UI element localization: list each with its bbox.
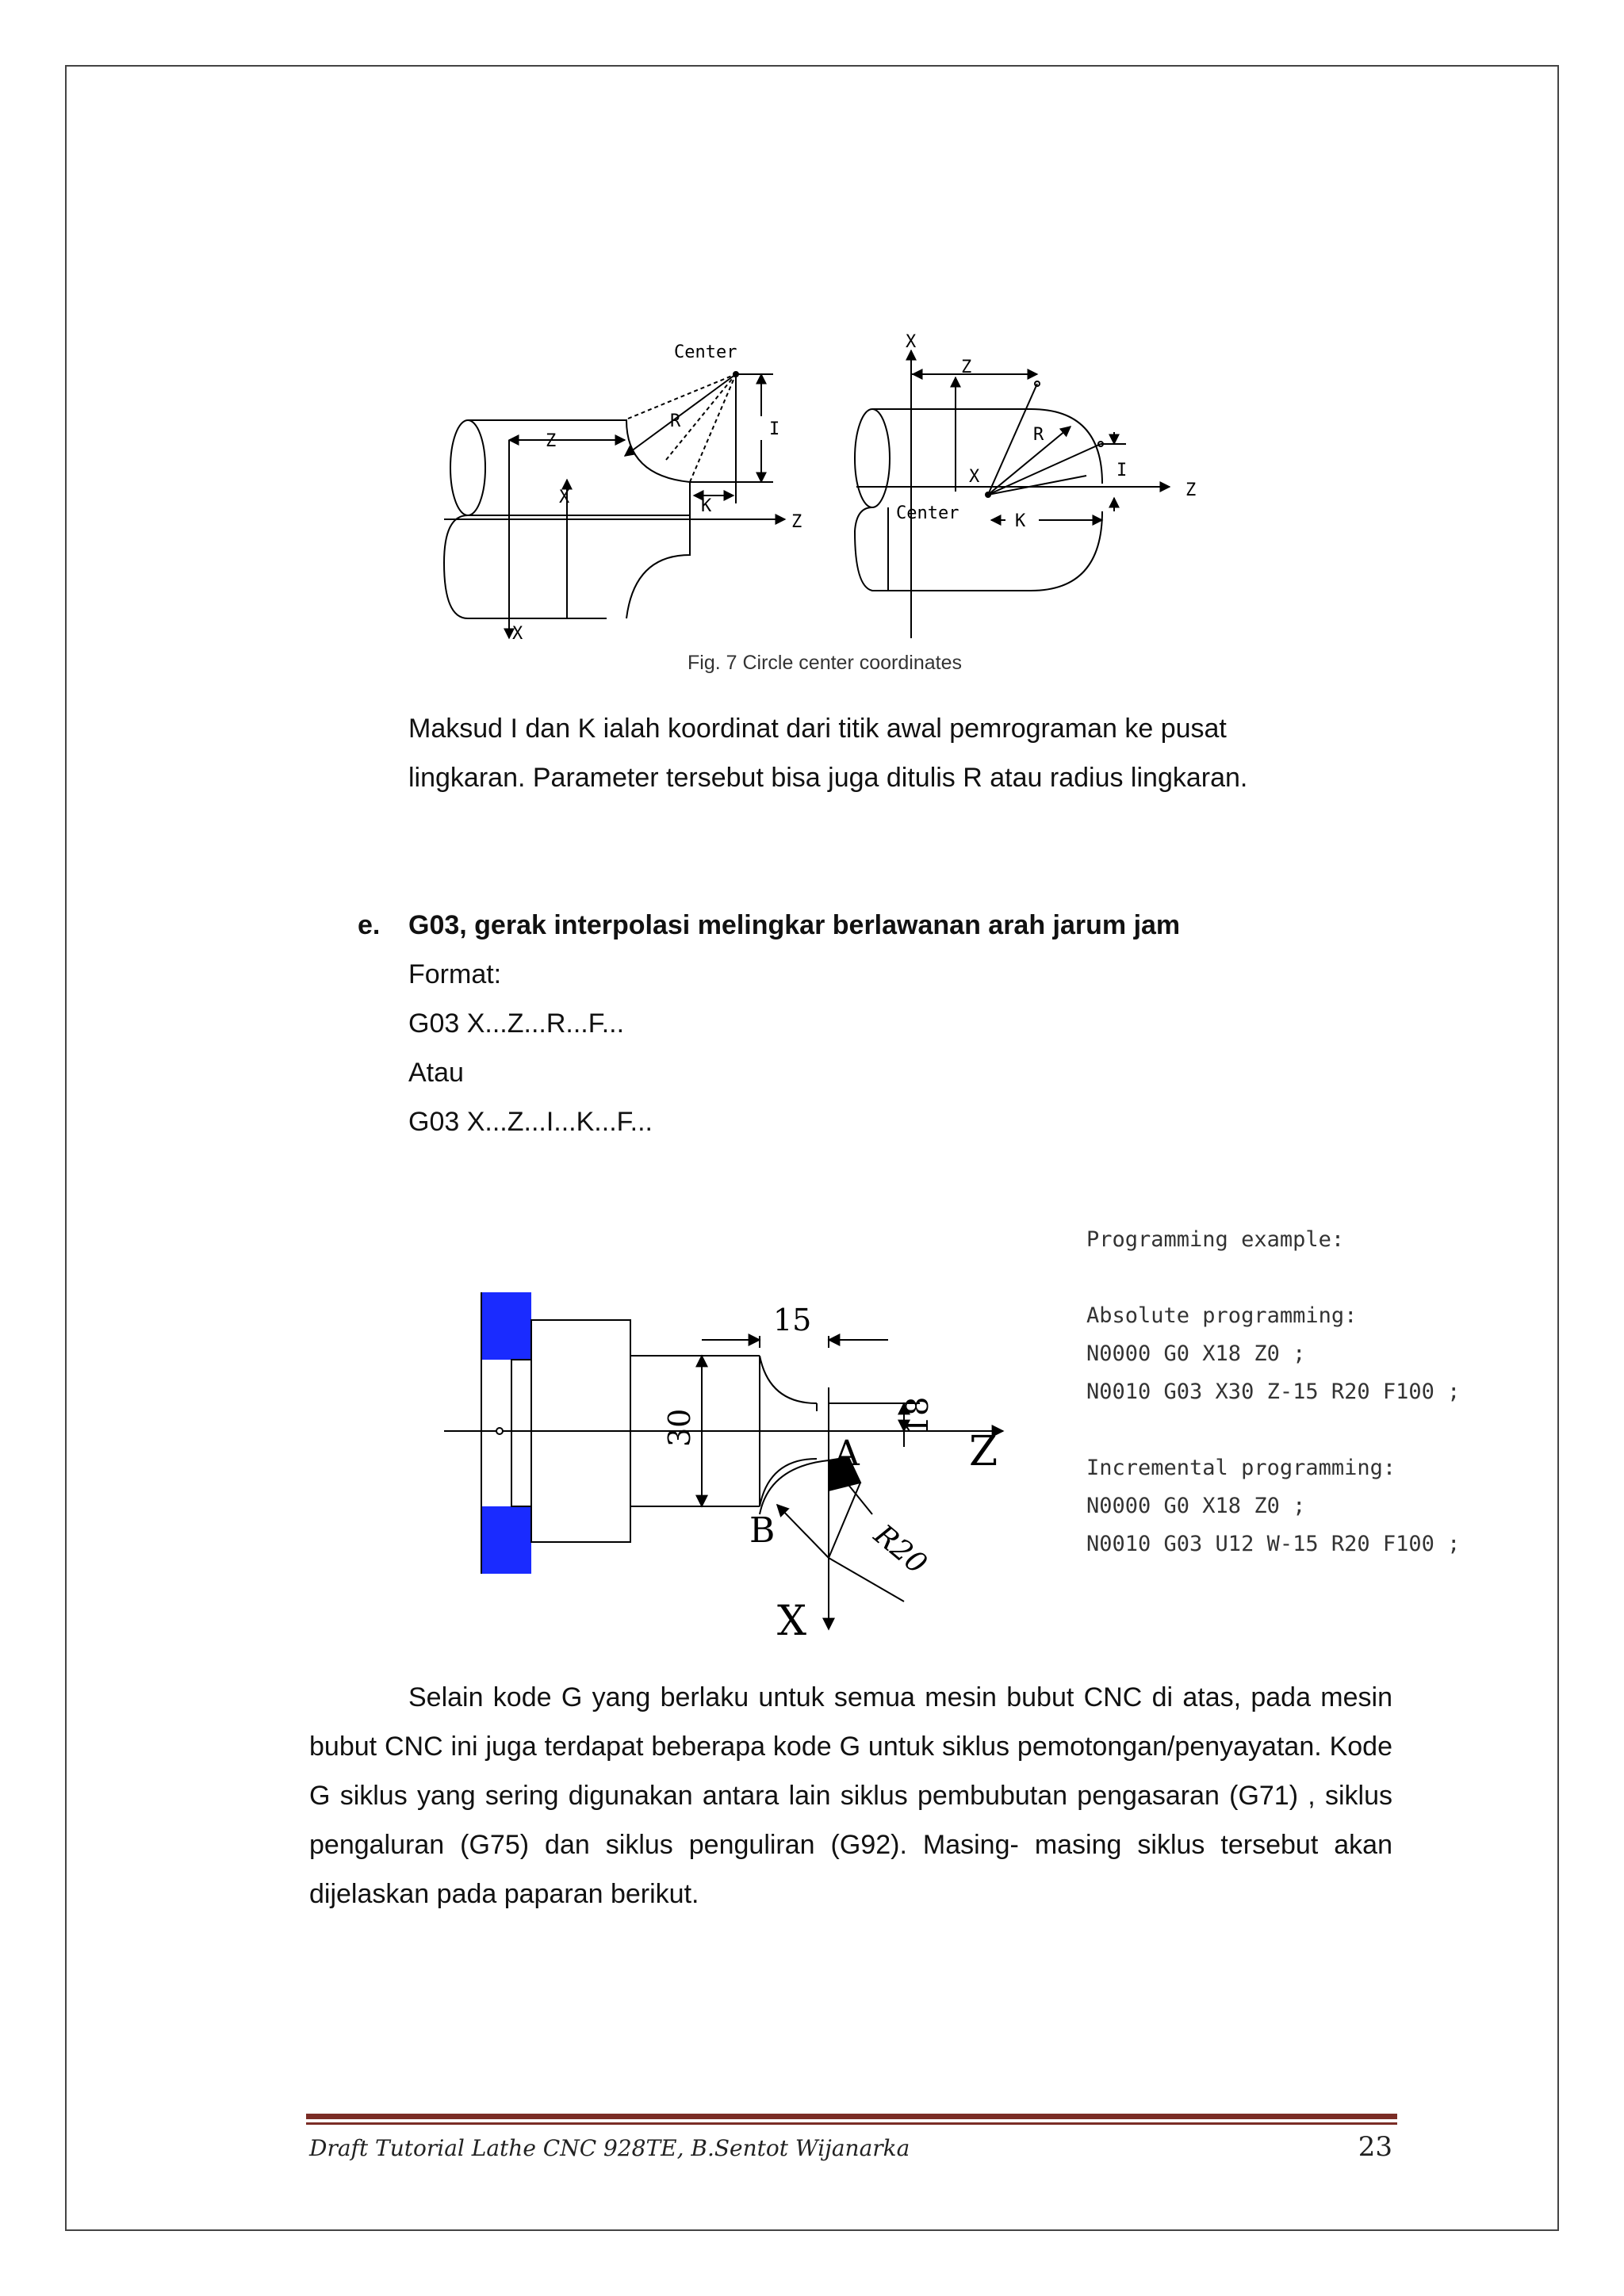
section-g03 bbox=[358, 901, 1180, 1146]
paragraph-cycles bbox=[309, 1673, 1392, 1919]
point-b-label: B bbox=[749, 1510, 776, 1551]
g03-example-figure bbox=[428, 1253, 1015, 1649]
absolute-title: Absolute programming: bbox=[1086, 1303, 1358, 1328]
fig1-x-axis-label: X bbox=[512, 624, 523, 644]
x-axis-label: X bbox=[777, 1598, 807, 1645]
code-spacer bbox=[1086, 1259, 1460, 1297]
or-label: Atau bbox=[408, 1058, 464, 1088]
dim-30-label: 30 bbox=[662, 1408, 697, 1447]
chuck-jaw-bottom bbox=[481, 1506, 531, 1574]
dim-18-label: 18 bbox=[900, 1396, 935, 1435]
list-marker: e. bbox=[358, 910, 381, 940]
fig1-z-label: Z bbox=[546, 431, 557, 451]
code-spacer bbox=[1086, 1411, 1460, 1449]
z-axis-label: Z bbox=[969, 1428, 998, 1475]
paragraph-text: Selain kode G yang berlaku untuk semua mesin bubut CNC di atas, pada mesin bubut CNC ini juga terdapat beberapa kode G untuk siklus pemotongan/penyayatan. Kode G siklus yang sering digunakan antara lain siklus pembubutan pengasaran (G71) , siklus pengaluran (G75) dan siklus penguliran (G92). Masing- masing siklus tersebut akan dijelaskan pada paparan berikut. bbox=[309, 1682, 1392, 1909]
format-label: Format: bbox=[408, 959, 502, 989]
fig1r-r-label: R bbox=[1033, 425, 1044, 445]
fig1r-k-label: K bbox=[1015, 511, 1026, 531]
fig1-i-label: I bbox=[769, 419, 780, 439]
fig1-center-label: Center bbox=[674, 342, 737, 362]
radius-label: R20 bbox=[868, 1518, 933, 1581]
fig1-x-label: X bbox=[559, 488, 570, 507]
fig1-z-axis-label: Z bbox=[791, 512, 802, 532]
programming-example bbox=[1086, 1221, 1460, 1563]
fig1r-z-axis-label: Z bbox=[1185, 480, 1197, 500]
chuck-jaw-top bbox=[481, 1292, 531, 1360]
point-a-label: A bbox=[834, 1433, 860, 1474]
g03-example-diagram bbox=[428, 1253, 1015, 1649]
fig1r-center-label: Center bbox=[896, 503, 959, 523]
paragraph-line: Maksud I dan K ialah koordinat dari titik awal pemrograman ke pusat bbox=[408, 714, 1227, 744]
code-line: N0000 G0 X18 Z0 ; bbox=[1086, 1494, 1306, 1518]
footer-rule bbox=[306, 2114, 1397, 2119]
paragraph-line: lingkaran. Parameter tersebut bisa juga ditulis R atau radius lingkaran. bbox=[408, 763, 1248, 793]
code-title: Programming example: bbox=[1086, 1227, 1345, 1252]
format-line-1: G03 X...Z...R...F... bbox=[408, 1008, 625, 1039]
code-line: N0010 G03 X30 Z-15 R20 F100 ; bbox=[1086, 1380, 1461, 1404]
figure-caption: Fig. 7 Circle center coordinates bbox=[688, 652, 962, 674]
circle-center-figure bbox=[428, 333, 1221, 690]
fig1-k-label: K bbox=[701, 496, 712, 516]
fig1r-x-axis-label: X bbox=[906, 333, 917, 352]
page-number: 23 bbox=[1358, 2131, 1392, 2163]
circle-center-diagram bbox=[428, 333, 1221, 690]
code-line: N0010 G03 U12 W-15 R20 F100 ; bbox=[1086, 1532, 1461, 1556]
fig1r-z-label: Z bbox=[961, 358, 972, 377]
fig1r-i-label: I bbox=[1116, 461, 1128, 480]
footer-rule-thin bbox=[306, 2122, 1397, 2125]
format-line-2: G03 X...Z...I...K...F... bbox=[408, 1107, 653, 1137]
dim-15-label: 15 bbox=[773, 1303, 812, 1337]
paragraph-ik-explanation bbox=[408, 704, 1392, 802]
section-heading: G03, gerak interpolasi melingkar berlawanan arah jarum jam bbox=[408, 910, 1181, 940]
code-line: N0000 G0 X18 Z0 ; bbox=[1086, 1341, 1306, 1366]
footer-title: Draft Tutorial Lathe CNC 928TE, B.Sentot Wijanarka bbox=[309, 2135, 910, 2161]
incremental-title: Incremental programming: bbox=[1086, 1456, 1396, 1480]
fig1-r-label: R bbox=[670, 411, 681, 431]
fig1r-x-label: X bbox=[969, 467, 980, 487]
